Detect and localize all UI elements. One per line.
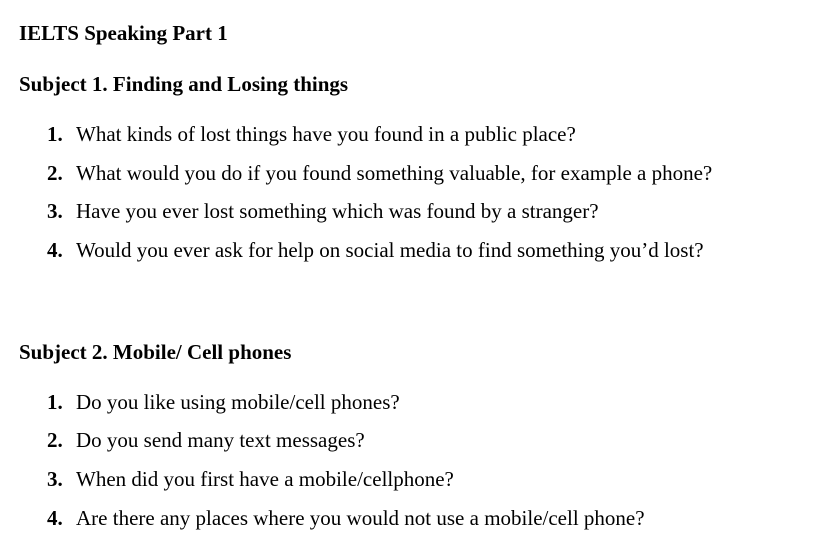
question-list — [19, 387, 829, 533]
question-text: Have you ever lost something which was found by a stranger? — [76, 199, 599, 224]
document-body — [19, 18, 829, 533]
subject-section-1 — [19, 69, 829, 265]
list-item — [19, 119, 829, 149]
question-text: What would you do if you found something valuable, for example a phone? — [76, 160, 713, 185]
question-number: 4. — [47, 505, 63, 530]
question-text: What kinds of lost things have you found in a public place? — [76, 122, 576, 146]
question-text: Do you send many text messages? — [76, 428, 365, 453]
list-item — [19, 235, 829, 265]
question-number: 1. — [47, 389, 63, 414]
document-title: IELTS Speaking Part 1 — [19, 21, 228, 45]
list-item — [19, 387, 829, 417]
subject-heading: Subject 2. Mobile/ Cell phones — [19, 339, 292, 364]
question-number: 4. — [47, 237, 63, 262]
question-number: 1. — [47, 122, 63, 146]
question-text: Would you ever ask for help on social media to find something you’d lost? — [76, 237, 704, 262]
list-item — [19, 464, 829, 494]
list-item — [19, 196, 829, 226]
question-number: 2. — [47, 160, 63, 185]
list-item — [19, 158, 829, 188]
question-text: Do you like using mobile/cell phones? — [76, 389, 400, 414]
question-number: 3. — [47, 199, 63, 224]
list-item — [19, 503, 829, 533]
subject-section-2 — [19, 337, 829, 533]
question-number: 2. — [47, 428, 63, 453]
list-item — [19, 425, 829, 455]
question-list — [19, 119, 829, 265]
question-text: When did you first have a mobile/cellphone? — [76, 466, 454, 491]
question-text: Are there any places where you would not use a mobile/cell phone? — [76, 505, 645, 530]
subject-heading: Subject 1. Finding and Losing things — [19, 72, 349, 96]
question-number: 3. — [47, 466, 63, 491]
